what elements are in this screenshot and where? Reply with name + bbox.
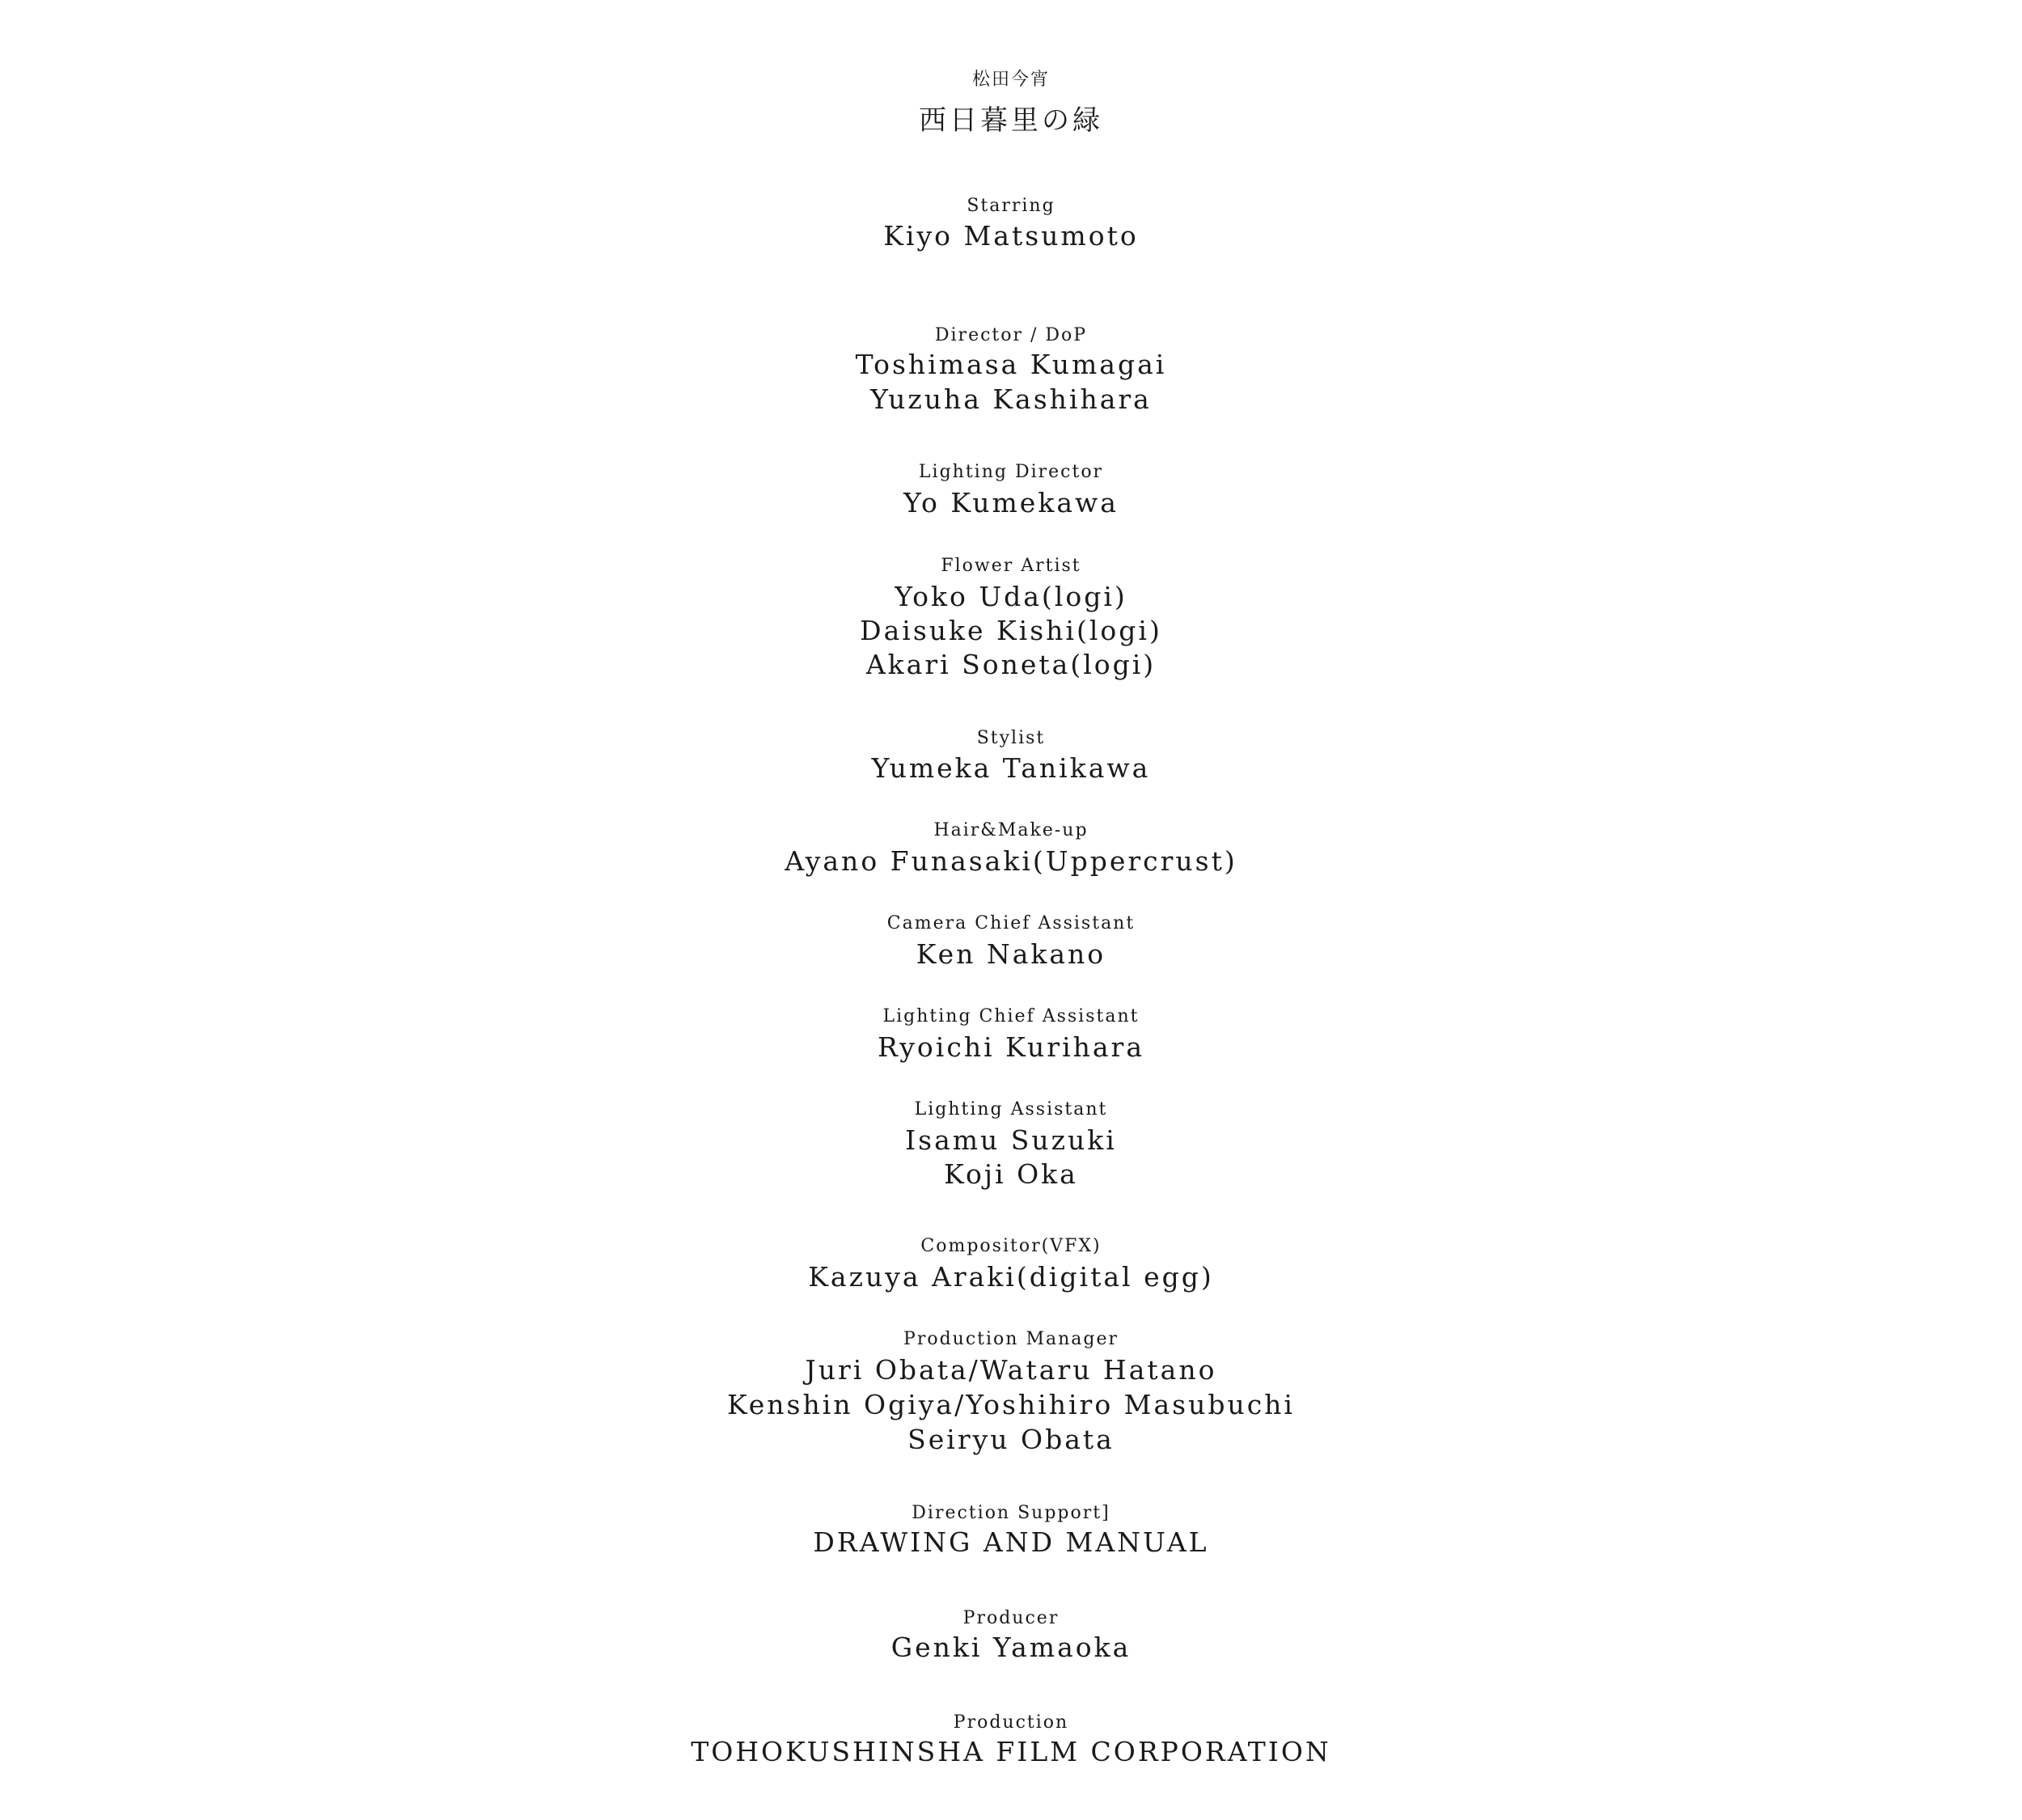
credit-name: Ayano Funasaki(Uppercrust) bbox=[785, 845, 1237, 877]
credit-name: Kazuya Araki(digital egg) bbox=[808, 1261, 1214, 1293]
credit-name: Akari Soneta(logi) bbox=[865, 649, 1157, 680]
credit-name: Kiyo Matsumoto bbox=[883, 220, 1139, 252]
role-lighting-assistant: Lighting Assistant bbox=[914, 1099, 1108, 1120]
role-flower-artist: Flower Artist bbox=[941, 556, 1081, 576]
credit-name: Seiryu Obata bbox=[907, 1424, 1115, 1455]
credit-name: Isamu Suzuki bbox=[905, 1124, 1117, 1156]
role-production-manager: Production Manager bbox=[903, 1329, 1119, 1349]
credit-name: Kenshin Ogiya/Yoshihiro Masubuchi bbox=[727, 1389, 1295, 1420]
credit-name: Juri Obata/Wataru Hatano bbox=[805, 1354, 1217, 1386]
role-lighting-chief-assistant: Lighting Chief Assistant bbox=[882, 1006, 1140, 1026]
credit-name: Yuzuha Kashihara bbox=[870, 383, 1152, 415]
role-lighting-director: Lighting Director bbox=[918, 462, 1104, 482]
credit-name: Ken Nakano bbox=[916, 938, 1106, 970]
credit-name: Yumeka Tanikawa bbox=[871, 752, 1151, 784]
author-name: 松田今宵 bbox=[971, 70, 1050, 90]
role-compositor-vfx: Compositor(VFX) bbox=[920, 1236, 1102, 1256]
credit-name: Yoko Uda(logi) bbox=[895, 581, 1127, 612]
role-production: Production bbox=[953, 1712, 1069, 1733]
credit-name: Daisuke Kishi(logi) bbox=[860, 615, 1162, 646]
credit-name: Koji Oka bbox=[944, 1158, 1078, 1190]
role-hair-makeup: Hair&Make-up bbox=[933, 820, 1089, 840]
credit-name: TOHOKUSHINSHA FILM CORPORATION bbox=[691, 1736, 1331, 1767]
credit-name: Ryoichi Kurihara bbox=[878, 1031, 1144, 1063]
role-producer: Producer bbox=[962, 1608, 1060, 1628]
film-title: 西日暮里の緑 bbox=[919, 104, 1103, 137]
credit-name: Toshimasa Kumagai bbox=[855, 349, 1167, 380]
role-camera-chief-assistant: Camera Chief Assistant bbox=[886, 913, 1136, 933]
credit-name: Yo Kumekawa bbox=[903, 487, 1119, 518]
role-direction-support: Direction Support] bbox=[912, 1503, 1110, 1523]
role-director-dop: Director / DoP bbox=[934, 325, 1088, 345]
credit-name: Genki Yamaoka bbox=[890, 1632, 1132, 1663]
credit-name: DRAWING AND MANUAL bbox=[813, 1526, 1209, 1558]
role-starring: Starring bbox=[967, 196, 1055, 216]
role-stylist: Stylist bbox=[976, 728, 1046, 748]
